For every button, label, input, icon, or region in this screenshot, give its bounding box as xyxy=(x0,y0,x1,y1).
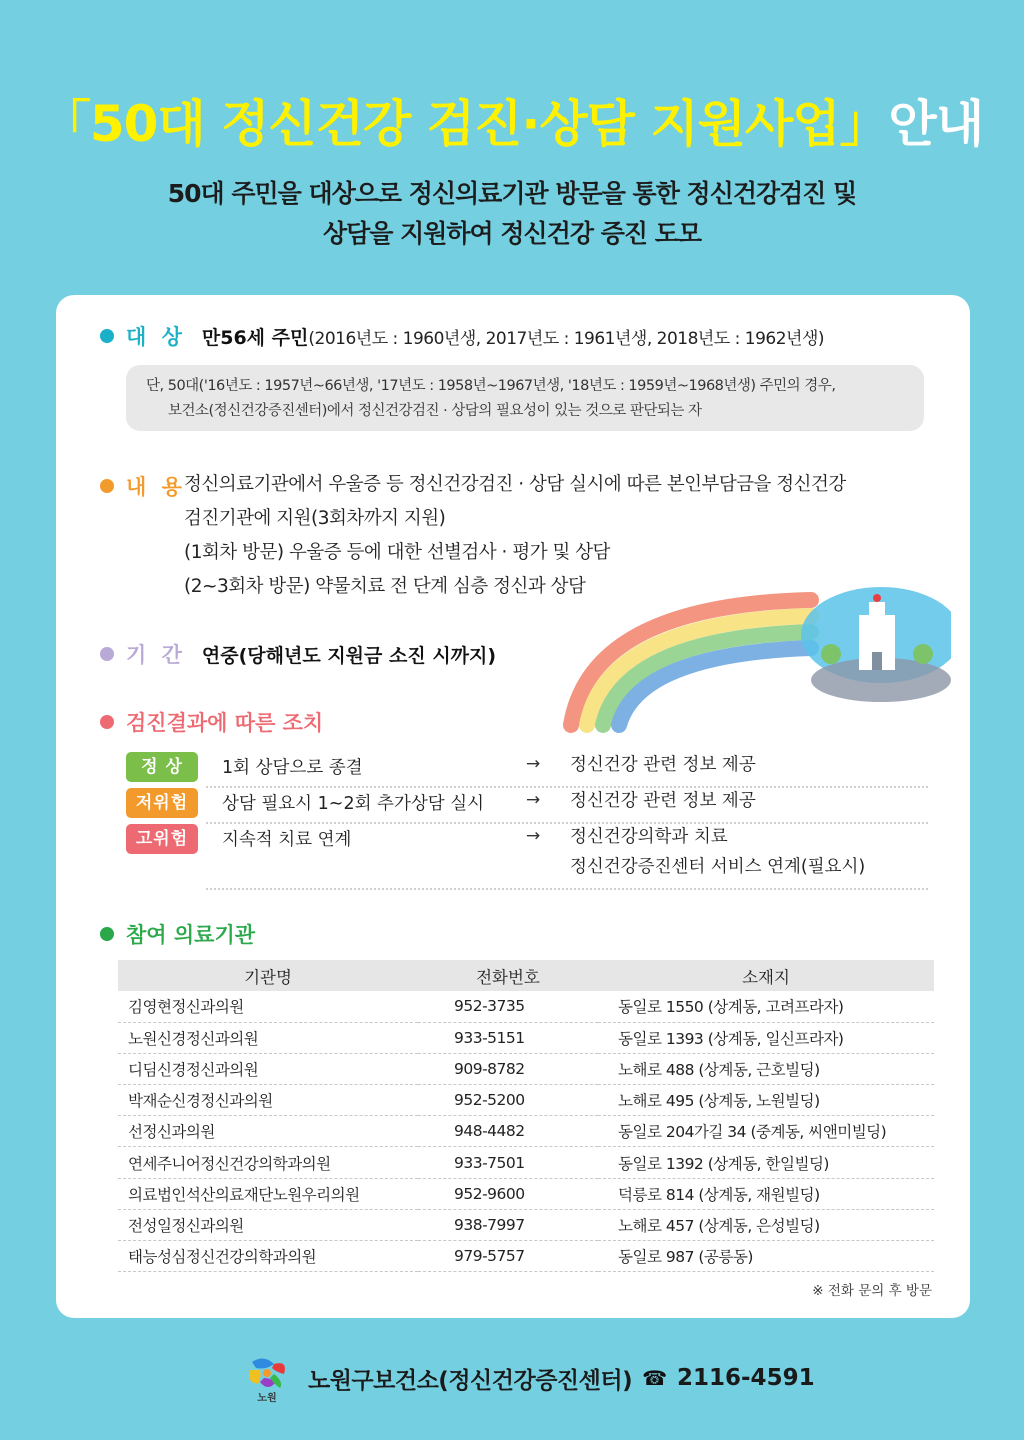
institution-address: 덕릉로 814 (상계동, 재원빌딩) xyxy=(598,1178,934,1209)
institution-address: 동일로 1550 (상계동, 고려프라자) xyxy=(598,991,934,1022)
content-label: 내 용 xyxy=(126,475,186,499)
subtitle xyxy=(0,174,1024,254)
bullet-icon xyxy=(100,329,114,343)
divider xyxy=(206,786,928,788)
institution-phone: 952-3735 xyxy=(418,991,598,1022)
page-title xyxy=(0,84,1024,156)
target-note-line-1: 단, 50대('16년도 : 1957년~66년생, '17년도 : 1958년~1967년생, '18년도 : 1959년~1968년생) 주민의 경우, xyxy=(146,378,836,394)
institution-phone: 948-4482 xyxy=(418,1116,598,1147)
institution-address: 노해로 488 (상계동, 근호빌딩) xyxy=(598,1053,934,1084)
institution-name: 전성일정신과의원 xyxy=(118,1209,418,1240)
content-line-2: 검진기관에 지원(3회차까지 지원) xyxy=(184,508,446,529)
action-desc: 상담 필요시 1~2회 추가상담 실시 xyxy=(222,794,485,814)
institution-phone: 933-7501 xyxy=(418,1147,598,1178)
table-row xyxy=(118,1209,934,1240)
target-note xyxy=(126,365,924,431)
actions-section xyxy=(100,707,339,737)
institution-address: 노해로 495 (상계동, 노원빌딩) xyxy=(598,1085,934,1116)
table-row xyxy=(118,1022,934,1053)
action-result-line-1: 정신건강의학과 치료 xyxy=(570,827,728,847)
arrow-icon: → xyxy=(526,754,541,774)
column-header-address: 소재지 xyxy=(598,960,934,991)
nowon-logo-icon xyxy=(244,1352,290,1404)
institutions-table xyxy=(118,960,934,1272)
target-label: 대 상 xyxy=(126,325,186,349)
status-badge: 정 상 xyxy=(126,752,198,782)
target-note-line-2: 보건소(정신건강증진센터)에서 정신건강검진 · 상담의 필요성이 있는 것으로 판단되는 자 xyxy=(168,403,702,419)
table-row xyxy=(118,1241,934,1272)
action-row-high-risk xyxy=(126,822,866,877)
bullet-icon xyxy=(100,647,114,661)
title-highlight: 「50대 정신건강 검진·상담 지원사업」 xyxy=(40,95,889,153)
subtitle-line-2: 상담을 지원하여 정신건강 증진 도모 xyxy=(322,219,702,248)
footer xyxy=(244,1352,815,1404)
table-row xyxy=(118,1053,934,1084)
institution-address: 동일로 1393 (상계동, 일신프라자) xyxy=(598,1022,934,1053)
actions-label: 검진결과에 따른 조치 xyxy=(126,711,324,735)
content-line-3: (1회차 방문) 우울증 등에 대한 선별검사 · 평가 및 상담 xyxy=(184,542,610,563)
content-section-head xyxy=(100,471,194,501)
institution-phone: 933-5151 xyxy=(418,1022,598,1053)
institution-name: 태능성심정신건강의학과의원 xyxy=(118,1241,418,1272)
footer-org: 노원구보건소(정신건강증진센터) xyxy=(308,1367,633,1394)
institution-name: 디딤신경정신과의원 xyxy=(118,1053,418,1084)
action-desc: 1회 상담으로 종결 xyxy=(222,758,363,778)
institution-name: 선정신과의원 xyxy=(118,1116,418,1147)
institution-phone: 952-9600 xyxy=(418,1178,598,1209)
logo-text: 노원 xyxy=(257,1393,277,1404)
target-main: 만56세 주민 xyxy=(201,326,309,349)
target-detail: (2016년도 : 1960년생, 2017년도 : 1961년생, 2018년도 : 1962년생) xyxy=(308,328,825,349)
institution-address: 동일로 1392 (상계동, 한일빌딩) xyxy=(598,1147,934,1178)
arrow-icon: → xyxy=(526,790,541,810)
bullet-icon xyxy=(100,479,114,493)
table-row xyxy=(118,1147,934,1178)
action-result xyxy=(570,822,865,882)
title-suffix: 안내 xyxy=(888,95,984,153)
institution-address: 노해로 457 (상계동, 은성빌딩) xyxy=(598,1209,934,1240)
period-label: 기 간 xyxy=(126,643,186,667)
table-row xyxy=(118,1178,934,1209)
table-row xyxy=(118,991,934,1022)
phone-icon: ☎ xyxy=(642,1366,667,1390)
institution-name: 김영현정신과의원 xyxy=(118,991,418,1022)
action-row-normal xyxy=(126,750,756,782)
action-result: 정신건강 관련 정보 제공 xyxy=(570,791,756,811)
divider xyxy=(206,888,928,890)
institution-phone: 909-8782 xyxy=(418,1053,598,1084)
content-line-4: (2~3회차 방문) 약물치료 전 단계 심층 정신과 상담 xyxy=(184,576,586,597)
status-badge: 고위험 xyxy=(126,824,198,854)
institution-address: 동일로 987 (공릉동) xyxy=(598,1241,934,1272)
period-value: 연중(당해년도 지원금 소진 시까지) xyxy=(201,644,497,667)
institution-phone: 979-5757 xyxy=(418,1241,598,1272)
bullet-icon xyxy=(100,927,114,941)
target-section xyxy=(100,321,824,351)
institution-phone: 938-7997 xyxy=(418,1209,598,1240)
institutions-section xyxy=(100,919,271,949)
institution-address: 동일로 204가길 34 (중계동, 씨앤미빌딩) xyxy=(598,1116,934,1147)
table-row xyxy=(118,1085,934,1116)
column-header-phone: 전화번호 xyxy=(418,960,598,991)
content-line-1: 정신의료기관에서 우울증 등 정신건강검진 · 상담 실시에 따른 본인부담금을 정신건강 xyxy=(184,474,846,495)
arrow-icon: → xyxy=(526,826,541,846)
institution-name: 박재순신경정신과의원 xyxy=(118,1085,418,1116)
info-card xyxy=(56,295,970,1318)
table-row xyxy=(118,1116,934,1147)
action-result: 정신건강 관련 정보 제공 xyxy=(570,755,756,775)
period-section xyxy=(100,639,496,669)
institution-name: 연세주니어정신건강의학과의원 xyxy=(118,1147,418,1178)
subtitle-line-1: 50대 주민을 대상으로 정신의료기관 방문을 통한 정신건강검진 및 xyxy=(167,179,857,208)
action-desc: 지속적 치료 연계 xyxy=(222,830,352,850)
institution-phone: 952-5200 xyxy=(418,1085,598,1116)
table-header-row xyxy=(118,960,934,991)
status-badge: 저위험 xyxy=(126,788,198,818)
action-row-low-risk xyxy=(126,786,756,818)
footer-phone: 2116-4591 xyxy=(677,1365,815,1391)
rainbow-illustration xyxy=(551,580,951,740)
institutions-label: 참여 의료기관 xyxy=(126,923,256,947)
institution-name: 노원신경정신과의원 xyxy=(118,1022,418,1053)
bullet-icon xyxy=(100,715,114,729)
footnote: ※ 전화 문의 후 방문 xyxy=(812,1283,932,1299)
institution-name: 의료법인석산의료재단노원우리의원 xyxy=(118,1178,418,1209)
column-header-name: 기관명 xyxy=(118,960,418,991)
action-result-line-2: 정신건강증진센터 서비스 연계(필요시) xyxy=(570,857,866,877)
